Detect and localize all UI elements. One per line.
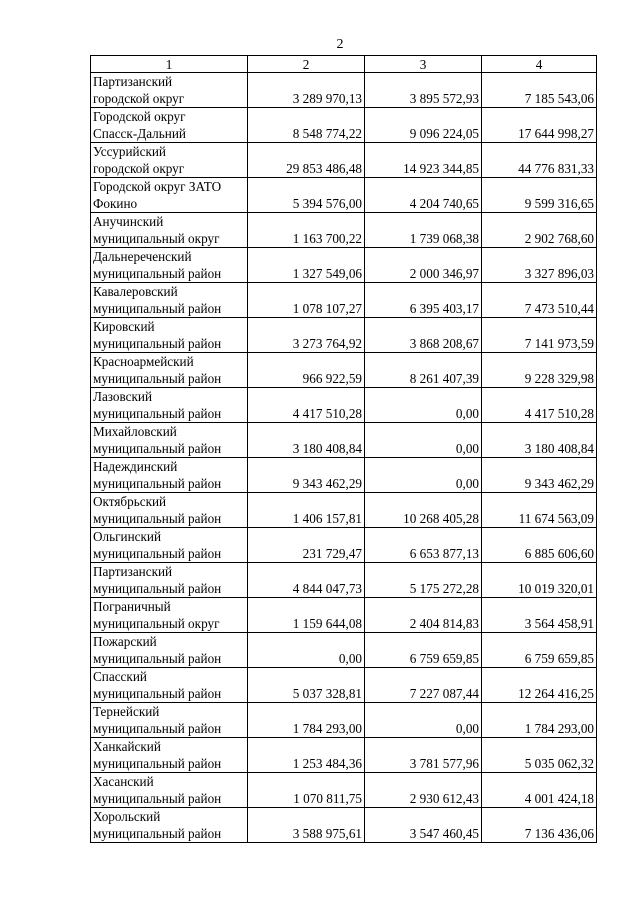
table-row [91,703,597,738]
amount-cell-c2: 231 729,47 [248,528,365,563]
municipality-name-line: муниципальный район [93,756,222,771]
amount-cell-c3: 0,00 [365,388,482,423]
amount-cell-c3: 3 547 460,45 [365,808,482,843]
municipality-name-line: городской округ [93,161,185,176]
municipality-name-line: муниципальный район [93,511,222,526]
amount-cell-c3: 0,00 [365,458,482,493]
municipality-name-line: Ольгинский [93,529,162,544]
municipality-name-line: Октябрьский [93,494,167,509]
amount-cell-c2: 3 273 764,92 [248,318,365,353]
municipality-name-line: Михайловский [93,424,177,439]
amount-cell-c3: 6 653 877,13 [365,528,482,563]
municipality-name-line: Спасский [93,669,147,684]
municipality-name-line: Городской округ [93,109,186,124]
municipality-name-cell [91,248,248,283]
table-row [91,808,597,843]
amount-cell-c3: 6 759 659,85 [365,633,482,668]
amount-cell-c4: 12 264 416,25 [482,668,597,703]
amount-cell-c2: 3 180 408,84 [248,423,365,458]
amount-cell-c2: 4 844 047,73 [248,563,365,598]
municipality-name-cell [91,143,248,178]
municipality-name-cell [91,563,248,598]
municipality-name-line: городской округ [93,91,185,106]
municipality-name-cell [91,633,248,668]
table-row [91,493,597,528]
municipality-name-cell [91,773,248,808]
municipality-name-cell [91,423,248,458]
table-row [91,598,597,633]
municipality-name-line: муниципальный район [93,336,222,351]
municipality-name-cell [91,808,248,843]
amount-cell-c4: 9 343 462,29 [482,458,597,493]
municipality-name-line: муниципальный район [93,441,222,456]
municipality-name-cell [91,458,248,493]
amount-cell-c3: 6 395 403,17 [365,283,482,318]
municipality-name-line: муниципальный округ [93,616,220,631]
amount-cell-c4: 3 180 408,84 [482,423,597,458]
table-row [91,388,597,423]
amount-cell-c4: 7 473 510,44 [482,283,597,318]
municipality-name-cell [91,668,248,703]
amount-cell-c2: 5 037 328,81 [248,668,365,703]
amount-cell-c4: 6 759 659,85 [482,633,597,668]
amount-cell-c4: 7 136 436,06 [482,808,597,843]
municipality-name-line: Красноармейский [93,354,194,369]
municipality-name-line: Кавалеровский [93,284,178,299]
table-header-row [91,56,597,73]
amount-cell-c2: 3 289 970,13 [248,73,365,108]
amount-cell-c3: 2 404 814,83 [365,598,482,633]
municipality-name-line: Кировский [93,319,155,334]
municipality-name-cell [91,493,248,528]
municipality-name-cell [91,598,248,633]
municipality-name-cell [91,73,248,108]
municipality-name-cell [91,108,248,143]
table-row [91,248,597,283]
table-row [91,773,597,808]
municipality-name-line: Спасск-Дальний [93,126,186,141]
municipality-name-line: Уссурийский [93,144,166,159]
municipality-name-cell [91,738,248,773]
municipality-name-line: Анучинский [93,214,164,229]
municipality-name-line: Пограничный [93,599,171,614]
column-header-1: 1 [91,56,248,73]
municipality-name-line: муниципальный район [93,546,222,561]
amount-cell-c4: 9 599 316,65 [482,178,597,213]
municipality-name-line: Партизанский [93,74,173,89]
municipality-name-line: Ханкайский [93,739,161,754]
amount-cell-c2: 9 343 462,29 [248,458,365,493]
table-row [91,143,597,178]
amount-cell-c4: 2 902 768,60 [482,213,597,248]
table-row [91,423,597,458]
amount-cell-c2: 4 417 510,28 [248,388,365,423]
municipality-name-line: Лазовский [93,389,153,404]
municipality-name-line: муниципальный район [93,371,222,386]
municipality-name-cell [91,528,248,563]
municipality-name-line: Надеждинский [93,459,178,474]
amount-cell-c2: 1 159 644,08 [248,598,365,633]
municipality-name-line: муниципальный район [93,651,222,666]
amount-cell-c4: 7 185 543,06 [482,73,597,108]
municipality-name-line: муниципальный район [93,406,222,421]
amount-cell-c2: 0,00 [248,633,365,668]
amount-cell-c3: 4 204 740,65 [365,178,482,213]
amount-cell-c4: 44 776 831,33 [482,143,597,178]
amount-cell-c2: 1 784 293,00 [248,703,365,738]
amount-cell-c4: 6 885 606,60 [482,528,597,563]
amount-cell-c2: 3 588 975,61 [248,808,365,843]
table-row [91,353,597,388]
table-row [91,108,597,143]
table-row [91,633,597,668]
municipality-name-line: Фокино [93,196,138,211]
amount-cell-c3: 10 268 405,28 [365,493,482,528]
amount-cell-c4: 10 019 320,01 [482,563,597,598]
municipality-name-line: Хасанский [93,774,154,789]
amount-cell-c4: 5 035 062,32 [482,738,597,773]
amount-cell-c4: 17 644 998,27 [482,108,597,143]
municipality-name-line: муниципальный район [93,826,222,841]
amount-cell-c2: 1 078 107,27 [248,283,365,318]
municipality-name-line: Партизанский [93,564,173,579]
amount-cell-c2: 966 922,59 [248,353,365,388]
amount-cell-c3: 14 923 344,85 [365,143,482,178]
column-header-3: 3 [365,56,482,73]
municipality-name-cell [91,388,248,423]
table-row [91,73,597,108]
municipality-name-line: Городской округ ЗАТО [93,179,222,194]
amount-cell-c3: 0,00 [365,423,482,458]
municipality-name-line: муниципальный район [93,686,222,701]
amount-cell-c2: 5 394 576,00 [248,178,365,213]
amount-cell-c2: 8 548 774,22 [248,108,365,143]
amount-cell-c3: 2 930 612,43 [365,773,482,808]
municipality-name-line: Хорольский [93,809,161,824]
municipality-name-line: муниципальный район [93,721,222,736]
municipality-name-line: муниципальный район [93,476,222,491]
table-row [91,178,597,213]
municipality-name-cell [91,213,248,248]
page-number: 2 [336,37,344,52]
amount-cell-c3: 5 175 272,28 [365,563,482,598]
municipality-name-line: муниципальный район [93,581,222,596]
amount-cell-c3: 3 895 572,93 [365,73,482,108]
column-header-4: 4 [482,56,597,73]
amount-cell-c4: 4 001 424,18 [482,773,597,808]
table-row [91,668,597,703]
amount-cell-c4: 1 784 293,00 [482,703,597,738]
table-row [91,458,597,493]
column-header-2: 2 [248,56,365,73]
municipality-name-line: муниципальный район [93,791,222,806]
municipality-name-cell [91,318,248,353]
table-row [91,213,597,248]
municipality-name-line: Дальнереченский [93,249,192,264]
municipality-name-cell [91,703,248,738]
municipality-name-line: муниципальный район [93,301,222,316]
amount-cell-c2: 1 163 700,22 [248,213,365,248]
amount-cell-c3: 7 227 087,44 [365,668,482,703]
amount-cell-c3: 1 739 068,38 [365,213,482,248]
municipality-name-line: муниципальный район [93,266,222,281]
amount-cell-c3: 9 096 224,05 [365,108,482,143]
table-body [91,73,597,843]
municipality-name-line: муниципальный округ [93,231,220,246]
municipality-name-line: Тернейский [93,704,160,719]
municipality-name-cell [91,353,248,388]
amount-cell-c2: 1 253 484,36 [248,738,365,773]
amount-cell-c2: 1 327 549,06 [248,248,365,283]
municipality-name-line: Пожарский [93,634,157,649]
amount-cell-c3: 3 868 208,67 [365,318,482,353]
amount-cell-c3: 0,00 [365,703,482,738]
table-row [91,528,597,563]
municipality-name-cell [91,283,248,318]
data-table [90,55,597,843]
amount-cell-c4: 7 141 973,59 [482,318,597,353]
municipality-name-cell [91,178,248,213]
amount-cell-c4: 3 564 458,91 [482,598,597,633]
table-row [91,318,597,353]
amount-cell-c2: 29 853 486,48 [248,143,365,178]
amount-cell-c4: 4 417 510,28 [482,388,597,423]
table-row [91,283,597,318]
amount-cell-c3: 8 261 407,39 [365,353,482,388]
amount-cell-c4: 3 327 896,03 [482,248,597,283]
amount-cell-c3: 3 781 577,96 [365,738,482,773]
amount-cell-c2: 1 406 157,81 [248,493,365,528]
amount-cell-c3: 2 000 346,97 [365,248,482,283]
amount-cell-c2: 1 070 811,75 [248,773,365,808]
amount-cell-c4: 11 674 563,09 [482,493,597,528]
amount-cell-c4: 9 228 329,98 [482,353,597,388]
table-row [91,563,597,598]
table-row [91,738,597,773]
